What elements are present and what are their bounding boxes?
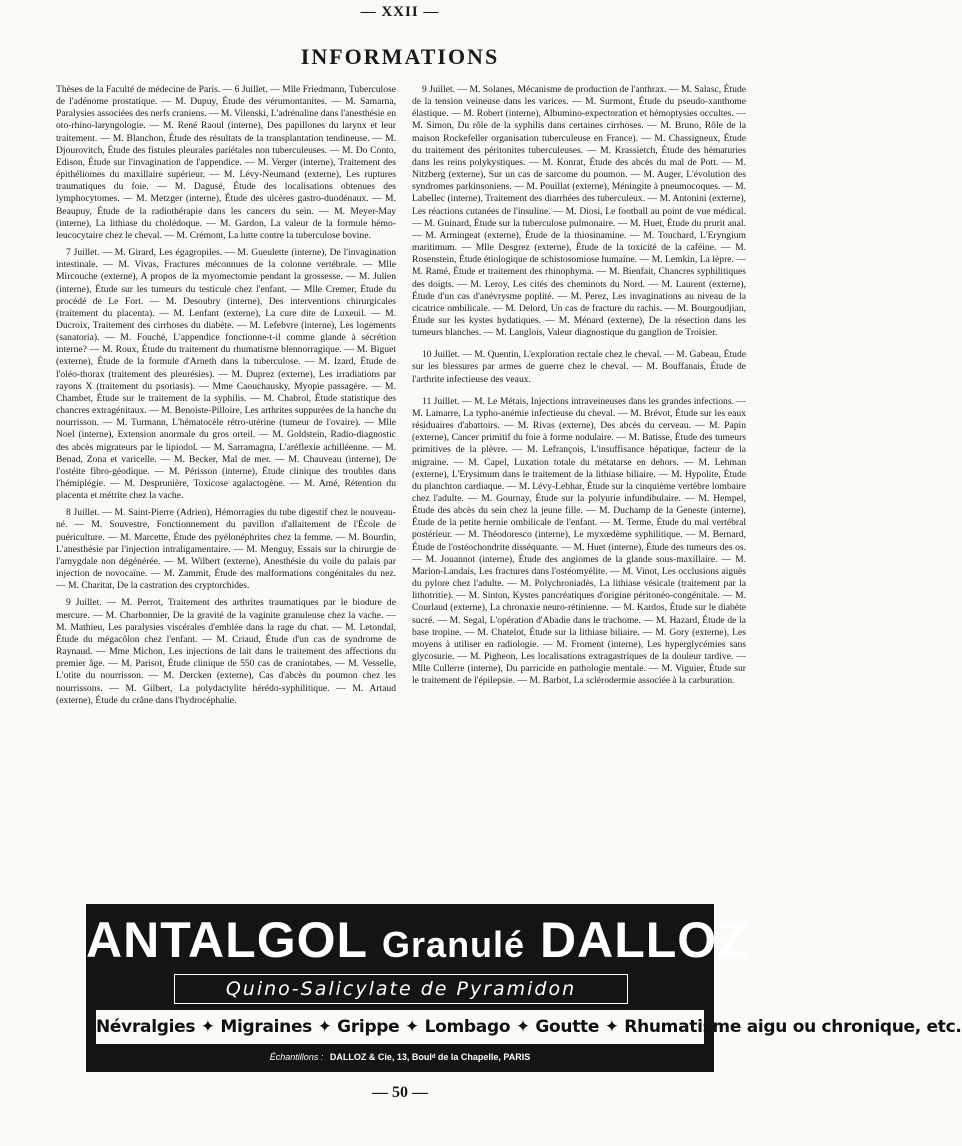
ad-brand-line: [86, 908, 749, 977]
ad-sample-line: [86, 1050, 714, 1064]
right-column: [412, 84, 746, 693]
thesis-paragraph: 8 Juillet. — M. Saint-Pierre (Adrien), Hémorragies du tube digestif chez le nouveau-né. — M. Souvestre, Fonctionnement du pavillon d'allaitement de l'École de puériculture. — M. Marcette, Étude des pyélonéphrites chez la femme. — M. Bourdin, L'anesthésie par l'injection intraligamentaire. — M. Menguy, Essais sur la chirurgie de l'amygdale non dégénérée. — M. Wilbert (externe), Anesthésie du voile du palais par injection de novocaïne. — M. Zammit, Étude des malformations congénitales du nez. — M. Charitat, De la castration des cryptorchides.: [56, 507, 396, 592]
left-column: [56, 84, 396, 712]
thesis-paragraph: 9 Juillet. — M. Perrot, Traitement des arthrites traumatiques par le biodure de mercure. — M. Charbonnier, De la gravité de la vaginite granuleuse chez la vache. — M. Mathieu, Les paralysies viscérales d'emblée dans la rage du chat. — M. Letondal, Étude du mégacôlon chez l'enfant. — M. Criaud, Étude d'un cas de syndrome de Raynaud. — Mme Michon, Les injections de lait dans le traitement des affections du premier âge. — M. Parisot, Étude clinique de 550 cas de craniotabes. — M. Vesselle, L'otite du nourrisson. — M. Dercken (externe), Cas d'abcès du poumon chez les nourrissons. — M. Gilbert, La polydactylite hérédo-syphilitique. — M. Artaud (externe), Étude du crâne dans l'hydrocéphalie.: [56, 597, 396, 706]
ad-brand-dalloz: DALLOZ: [539, 912, 749, 968]
thesis-paragraph: 9 Juillet. — M. Solanes, Mécanisme de production de l'anthrax. — M. Salasc, Étude de la tension veineuse dans les varices. — M. Surmont, Étude du pseudo-xanthome élastique. — M. Robert (interne), Albumino-expectoration et hémoptysies occultes. — M. Simon, Du rôle de la syphilis dans certaines cirrhoses. — M. Bruno, Rôle de la maison Rockefeller organisation tuberculeuse en France). — M. Chassigneux, Étude du traitement des péritonites tuberculeuses. — M. Krassietch, Étude des hématuries dans les reins polykystiques. — M. Konrat, Étude des abcès du mal de Pott. — M. Nitzberg (externe), Sur un cas de sarcome du poumon. — M. Auger, L'évolution des syndromes parkinsoniens. — M. Pouillat (externe), Méningite à pneumocoques. — M. Labellec (interne), Traitement des diarrhées des tuberculeux. — M. Antonini (externe), Les réactions cutanées de l'insuline. — M. Diosi, Le football au point de vue médical. — M. Guinard, Étude sur la tuberculose pulmonaire. — M. Huet, Étude du prurit anal. — M. Armingeat (externe), Étude de la thiosinamine. — M. Touchard, L'Eryngium maritimum. — Mlle Desgrez (externe), Étude de la toxicité de la caféine. — M. Rosenstein, Étude étiologique de schistosomiose humaine. — M. Lemkin, La lèpre. — M. Ramé, Étude et traitement des rhinophyma. — M. Bienfait, Chancres syphilitiques des doigts. — M. Leroy, Les cités des cheminots du Nord. — M. Laurent (externe), Étude d'un cas d'anévrysme poplité. — M. Perez, Les invaginations au niveau de la cicatrice ombilicale. — M. Delord, Un cas de fracture du rachis. — M. Bourgoudjian, Étude sur les kystes hydatiques. — M. Ménard (externe), De la résection dans les tumeurs blanches. — M. Langlois, Valeur diagnostique du ganglion de Troisier.: [412, 84, 746, 339]
ad-sample-label: Échantillons :: [269, 1052, 324, 1062]
thesis-paragraph: 11 Juillet. — M. Le Métais, Injections intraveineuses dans les grandes infections. — M. Lamarre, La typho-anémie infectieuse du cheval. — M. Brévot, Étude sur les eaux résiduaires d'abattoirs. — M. Rivas (externe), Des abcès du cerveau. — M. Papin (externe), Cancer primitif du foie à forme nodulaire. — M. Batisse, Étude des tumeurs primitives de la plèvre. — M. Lefrançois, L'insuffisance hépatique, facteur de la migraine. — M. Capel, Luxation totale du métatarse en dehors. — M. Lehman (externe), L'Erysimum dans le traitement de la lithiase biliaire. — M. Hypolite, Étude du planchton cardiaque. — M. Lévy-Lebhar, Étude sur la cinquième vertèbre lombaire chez l'adulte. — M. Gournay, Étude sur la polyurie infundibulaire. — M. Hempel, Étude des abcès du sein chez la jeune fille. — M. Duchamp de la Geneste (interne), Étude de la petite hernie ombilicale de l'enfant. — M. Terme, Étude du mal vertébral postérieur. — M. Théodoresco (interne), Le myxœdème syphilitique. — M. Bernard, Étude de l'ostéochondrite disséquante. — M. Huet (interne), Étude des tumeurs des os. — M. Jouannot (interne), Étude des angiomes de la glande sous-maxillaire. — M. Marion-Landais, Les fractures dans l'ostéomyélite. — M. Vinot, Les occlusions aiguës du pylore chez l'adulte. — M. Polychroniadès, La lithiase vésicale (traitement par la lithotritie). — M. Sinton, Kystes pancréatiques d'origine péritonéo-congénitale. — M. Courlaud (externe), La chronaxie neuro-rétinienne. — M. Kardos, Étude sur le diabète sucré. — M. Segal, L'opération d'Abadie dans le trachome. — M. Hazard, Étude de la base tropine. — M. Chatelot, Étude sur la lithiase biliaire. — M. Gory (externe), Les moyens à utiliser en radiologie. — M. Froment (interne), Les hyperglycémies sans glycosurie. — M. Pigheon, Les localisations extragastriques de la douleur tardive. — Mlle Cullerre (interne), Du parricide en pathologie mentale. — M. Viguier, Étude sur le traitement de l'épilepsie. — M. Barbot, La sclérodermie associée à la carburation.: [412, 395, 746, 687]
thesis-paragraph: Thèses de la Faculté de médecine de Paris. — 6 Juillet. — Mlle Friedmann, Tuberculose de l'adénome prostatique. — M. Dupuy, Étude des vérumontanites. — M. Samarna, Paralysies associées des nerfs craniens. — M. Vilenski, L'adrénaline dans l'anesthésie en oto-rhino-laryngologie. — M. René Raoul (interne), Des papillones du larynx et leur traitement. — M. Blanchon, Étude des résultats de la transplantation tendineuse. — M. Djourovitch, Étude des fistules pleurales pariétales non tuberculeuses. — M. Do Conto, Edison, Étude sur l'invagination de l'appendice. — M. Verger (interne), Traitement des épithéliomes du maxillaire supérieur. — M. Lévy-Neumand (externe), Les ruptures traumatiques du foie. — M. Dagusé, Étude des localisations obtenues des lymphocytomes. — M. Metzger (interne), Étude des ulcères gastro-duodénaux. — M. Beaupuy, Étude de la radiothérapie dans les cancers du sein. — M. Meyer-May (interne), La lithiase du cholédoque. — M. Gardon, La valeur de la formule hémo-leucocytaire chez le cheval. — M. Crémont, La lutte contre la tuberculose bovine.: [56, 84, 396, 241]
thesis-paragraph: 10 Juillet. — M. Quentin, L'exploration rectale chez le cheval. — M. Gabeau, Étude sur les blessures par armes de guerre chez le cheval. — M. Bouffanais, Étude de l'arthrite infectieuse des veaux.: [412, 349, 746, 385]
advertisement-banner: [86, 904, 962, 1072]
ad-indications: Névralgies ✦ Migraines ✦ Grippe ✦ Lombago ✦ Goutte ✦ Rhumatisme aigu ou chronique, etc.: [96, 1010, 704, 1044]
ad-sample-address: DALLOZ & Cie, 13, Boulᵈ de la Chapelle, PARIS: [329, 1052, 531, 1062]
page-number: — 50 —: [372, 1084, 428, 1101]
ad-tagline: Quino-Salicylate de Pyramidon: [174, 974, 628, 1004]
roman-page-number: — XXII —: [360, 4, 440, 20]
thesis-paragraph: 7 Juillet. — M. Girard, Les égagropiles. — M. Gueulette (interne), De l'invagination intestinale. — M. Vivas, Fractures méconnues de la colonne vertébrale. — Mlle Mircouche (externe), A propos de la myomectomie pendant la grossesse. — M. Julien (interne), Étude sur les tumeurs du testicule chez l'enfant. — Mlle Cremer, Étude du procédé de Le Fort. — M. Desoubry (interne), Des interventions chirurgicales (traitement du placenta). — M. Lenfant (externe), La cure dite de Luxeuil. — M. Ducroix, Traitement des cirrhoses du diabète. — M. Lefebvre (interne), Les logements (sanatoria). — M. Fouché, L'appendice fonctionne-t-il comme glande à sécrétion interne? — M. Roux, Étude du traitement du rhumatisme blennorragique. — M. Biguet (externe), Étude de la formule d'Arneth dans la tuberculose. — M. Izard, Étude de l'oléo-thorax (traitement des pleurésies). — M. Duprez (externe), Les irradiations par rayons X (traitement du psoriasis). — Mme Caouchausky, Myopie passagère. — M. Chambet, Étude sur le traitement de la syphilis. — M. Chabrol, Étude statistique des chancres extragénitaux. — M. Benoiste-Pilloire, Les arthrites suppurées de la hanche du nourrisson. — M. Turmann, L'hématocèle rétro-utérine (tumeur de l'ovaire). — Mlle Noel (interne), Extension anormale du gros orteil. — M. Goldstein, Radio-diagnostic des abcès migrateurs par le lipiodol. — M. Sarramagna, L'aréflexie achilléenne. — M. Benad, Zona et varicelle. — M. Becker, Mal de mer. — M. Chauveau (interne), De l'ostéite fibro-géodique. — M. Périsson (interne), Étude clinique des troubles dans l'hémiplégie. — M. Desprunière, Toxicose agalactogène. — M. Amé, Rétention du placenta et métrite chez la vache.: [56, 247, 396, 502]
ad-brand-antalgol: ANTALGOL: [86, 912, 368, 968]
section-title: INFORMATIONS: [300, 44, 500, 69]
ad-brand-granule: Granulé: [382, 924, 526, 965]
